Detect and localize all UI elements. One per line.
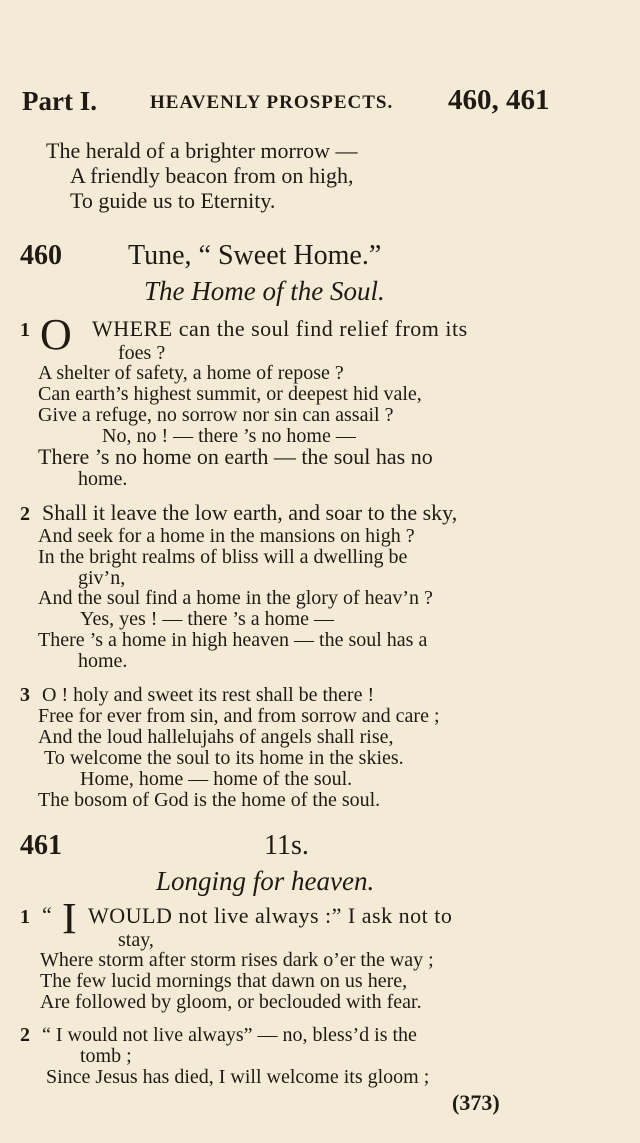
verse-line: And the soul find a home in the glory of heav’n ?: [38, 587, 433, 609]
verse-line: home.: [78, 468, 128, 490]
intro-line: A friendly beacon from on high,: [70, 163, 354, 188]
hymn-title: Longing for heaven.: [156, 866, 375, 896]
drop-cap: O: [40, 310, 72, 359]
verse-line: tomb ;: [80, 1045, 132, 1067]
verse-line: Since Jesus has died, I will welcome its gloom ;: [46, 1066, 430, 1088]
verse-line: WHERE can the soul find relief from its: [92, 316, 468, 341]
verse-line: WOULD not live always :” I ask not to: [88, 903, 453, 928]
verse-line: Give a refuge, no sorrow nor sin can assail ?: [38, 404, 394, 426]
intro-line: The herald of a brighter morrow —: [46, 138, 358, 163]
hymn-meter: 11s.: [264, 830, 309, 861]
hymn-title: The Home of the Soul.: [144, 276, 385, 306]
stanza-number: 2: [20, 503, 30, 525]
verse-line: A shelter of safety, a home of repose ?: [38, 362, 344, 384]
verse-line: And the loud hallelujahs of angels shall rise,: [38, 726, 394, 748]
header-part: Part I.: [22, 86, 97, 116]
page-number: (373): [452, 1090, 500, 1115]
header-section-title: HEAVENLY PROSPECTS.: [150, 92, 394, 113]
verse-line: stay,: [118, 929, 154, 951]
verse-line: Free for ever from sin, and from sorrow and care ;: [38, 705, 440, 727]
verse-line: “ I would not live always” — no, bless’d is the: [42, 1024, 417, 1046]
intro-line: To guide us to Eternity.: [70, 188, 276, 213]
verse-line: foes ?: [118, 342, 166, 364]
stanza-number: 1: [20, 906, 30, 928]
verse-line: Yes, yes ! — there ’s a home —: [80, 608, 335, 630]
stanza-number: 1: [20, 319, 30, 341]
verse-line: home.: [78, 650, 128, 672]
hymn-tune: Tune, “ Sweet Home.”: [128, 240, 382, 271]
hymn-number: 461: [20, 830, 62, 861]
verse-line: Where storm after storm rises dark o’er the way ;: [40, 949, 434, 971]
open-quote: “: [42, 902, 52, 927]
verse-line: giv’n,: [78, 567, 126, 589]
verse-line: In the bright realms of bliss will a dwelling be: [38, 546, 408, 568]
verse-line: Can earth’s highest summit, or deepest hid vale,: [38, 383, 422, 405]
header-hymn-numbers: 460, 461: [448, 84, 550, 116]
verse-line: There ’s no home on earth — the soul has no: [38, 444, 433, 469]
verse-line: Are followed by gloom, or beclouded with fear.: [40, 991, 422, 1013]
verse-line: And seek for a home in the mansions on high ?: [38, 525, 415, 547]
verse-line: O ! holy and sweet its rest shall be there !: [42, 684, 375, 706]
hymn-number: 460: [20, 240, 62, 271]
verse-line: No, no ! — there ’s no home —: [102, 425, 356, 447]
verse-line: There ’s a home in high heaven — the soul has a: [38, 629, 428, 651]
drop-cap: I: [62, 894, 77, 943]
verse-line: The bosom of God is the home of the soul.: [38, 789, 381, 811]
verse-line: Home, home — home of the soul.: [80, 768, 353, 790]
verse-line: To welcome the soul to its home in the skies.: [44, 747, 404, 769]
stanza-number: 2: [20, 1024, 30, 1046]
stanza-number: 3: [20, 684, 30, 706]
verse-line: The few lucid mornings that dawn on us here,: [40, 970, 408, 992]
verse-line: Shall it leave the low earth, and soar to the sky,: [42, 500, 458, 525]
